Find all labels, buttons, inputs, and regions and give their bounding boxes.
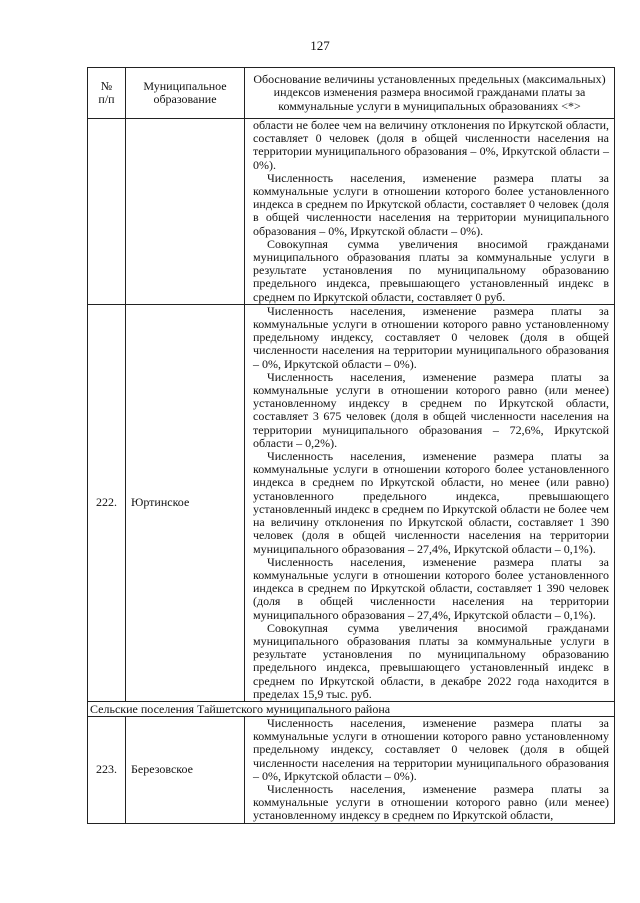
- paragraph: Численность населения, изменение размера платы за коммунальные услуги в отношении которого равно (или менее) установленному индексу в среднем по Иркутской области, составляет 3 675 человек (доля в общей численности населения на территории муниципального образования – 72,6%, Иркутской области – 0,2%).: [253, 369, 609, 450]
- justification-cell: [245, 119, 615, 305]
- table-row: [88, 304, 615, 701]
- indices-table: [87, 67, 615, 824]
- row-number: [88, 119, 126, 305]
- paragraph: Численность населения, изменение размера платы за коммунальные услуги в отношении которого равно (или менее) установленному индексу в среднем по Иркутской области,: [253, 781, 609, 823]
- paragraph: Совокупная сумма увеличения вносимой гражданами муниципального образования платы за коммунальные услуги в результате установления по муниципальному образованию предельного индекса, превышающего установленный индекс в среднем по Иркутской области, составляет 0 руб.: [253, 236, 609, 304]
- paragraph: Численность населения, изменение размера платы за коммунальные услуги в отношении которого равно установленному предельному индексу, составляет 0 человек (доля в общей численности населения на территории муниципального образования – 0%, Иркутской области – 0%).: [253, 715, 609, 783]
- municipality-name: Березовское: [126, 716, 245, 823]
- paragraph: Численность населения, изменение размера платы за коммунальные услуги в отношении которого более установленного индекса в среднем по Иркутской области, составляет 1 390 человек (доля в общей численности населения на территории муниципального образования – 27,4%, Иркутской области – 0,1%).: [253, 554, 609, 622]
- row-number: 222.: [88, 304, 126, 701]
- justification-cell: [245, 304, 615, 701]
- paragraph: Численность населения, изменение размера платы за коммунальные услуги в отношении которого более установленного индекса в среднем по Иркутской области, но менее (или равно) установленного предельного индекса, превышающего установленный индекс в среднем по Иркутской области не более чем на величину отклонения по Иркутской области, составляет 1 390 человек (доля в общей численности населения на территории муниципального образования – 27,4%, Иркутской области – 0,1%).: [253, 449, 609, 556]
- row-number: 223.: [88, 716, 126, 823]
- header-justification: Обоснование величины установленных предельных (максимальных) индексов изменения размера вносимой гражданами платы за коммунальные услуги в муниципальных образованиях <*>: [245, 68, 615, 119]
- table-row: [88, 716, 615, 823]
- justification-cell: [245, 716, 615, 823]
- table-header-row: [88, 68, 615, 119]
- municipality-name: Юртинское: [126, 304, 245, 701]
- paragraph: области не более чем на величину отклонения по Иркутской области, составляет 0 человек (доля в общей численности населения на территории муниципального образования – 0%, Иркутской области – 0%).: [253, 118, 609, 172]
- header-municipality: Муниципальное образование: [126, 68, 245, 119]
- section-row: [88, 701, 615, 716]
- page-number: 127: [310, 38, 330, 53]
- header-num: № п/п: [88, 68, 126, 119]
- section-title: Сельские поселения Тайшетского муниципального района: [88, 701, 615, 716]
- table-row: [88, 119, 615, 305]
- municipality-name: [126, 119, 245, 305]
- paragraph: Совокупная сумма увеличения вносимой гражданами муниципального образования платы за коммунальные услуги в результате установления по муниципальному образованию предельного индекса, превышающего установленный индекс в среднем по Иркутской области, в декабре 2022 года находится в пределах 15,9 тыс. руб.: [253, 620, 609, 701]
- paragraph: Численность населения, изменение размера платы за коммунальные услуги в отношении которого равно установленному предельному индексу, составляет 0 человек (доля в общей численности населения на территории муниципального образования – 0%, Иркутской области – 0%).: [253, 303, 609, 371]
- paragraph: Численность населения, изменение размера платы за коммунальные услуги в отношении которого более установленного индекса в среднем по Иркутской области, составляет 0 человек (доля в общей численности населения на территории муниципального образования – 0%, Иркутской области – 0%).: [253, 170, 609, 238]
